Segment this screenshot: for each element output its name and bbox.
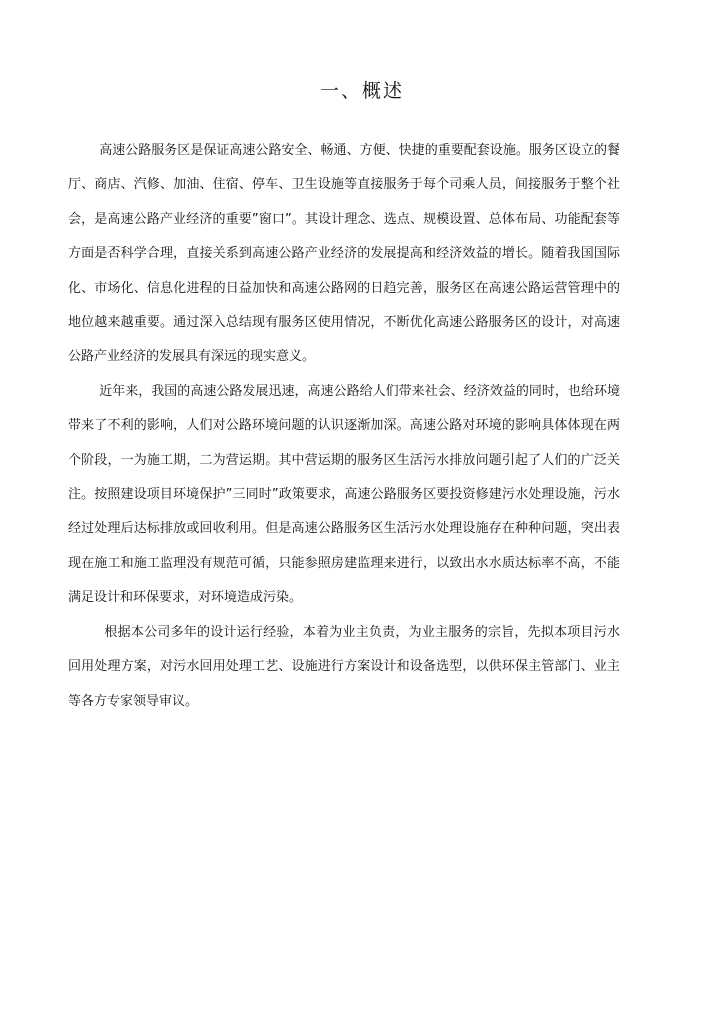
paragraph-proposal-purpose: 根据本公司多年的设计运行经验，本着为业主负责，为业主服务的宗旨，先拟本项目污水回用处理方案，对污水回用处理工艺、设施进行方案设计和设备选型，以供环保主管部门、业主等各方专家领导审议。: [68, 624, 620, 709]
paragraph-environmental-impact: 近年来，我国的高速公路发展迅速，高速公路给人们带来社会、经济效益的同时，也给环境带来了不利的影响，人们对公路环境问题的认识逐渐加深。高速公路对环境的影响具体体现在两个阶段，一为施工期，二为营运期。其中营运期的服务区生活污水排放问题引起了人们的广泛关注。按照建设项目环境保护”三同时”政策要求，高速公路服务区要投资修建污水处理设施，污水经过处理后达标排放或回收利用。但是高速公路服务区生活污水处理设施存在种种问题，突出表现在施工和施工监理没有规范可循，只能参照房建监理来进行，以致出水水质达标率不高，不能满足设计和环保要求，对环境造成污染。: [68, 383, 620, 606]
section-title: 一、概述: [319, 80, 404, 102]
paragraph-service-area-overview: 高速公路服务区是保证高速公路安全、畅通、方便、快捷的重要配套设施。服务区设立的餐厅、商店、汽修、加油、住宿、停车、卫生设施等直接服务于每个司乘人员，间接服务于整个社会，是高速公路产业经济的重要”窗口”。其设计理念、选点、规模设置、总体布局、功能配套等方面是否科学合理，直接关系到高速公路产业经济的发展提高和经济效益的增长。随着我国国际化、市场化、信息化进程的日益加快和高速公路网的日趋完善，服务区在高速公路运营管理中的地位越来越重要。通过深入总结现有服务区使用情况，不断优化高速公路服务区的设计，对高速公路产业经济的发展具有深远的现实意义。: [68, 143, 620, 365]
document-body: [68, 134, 620, 719]
